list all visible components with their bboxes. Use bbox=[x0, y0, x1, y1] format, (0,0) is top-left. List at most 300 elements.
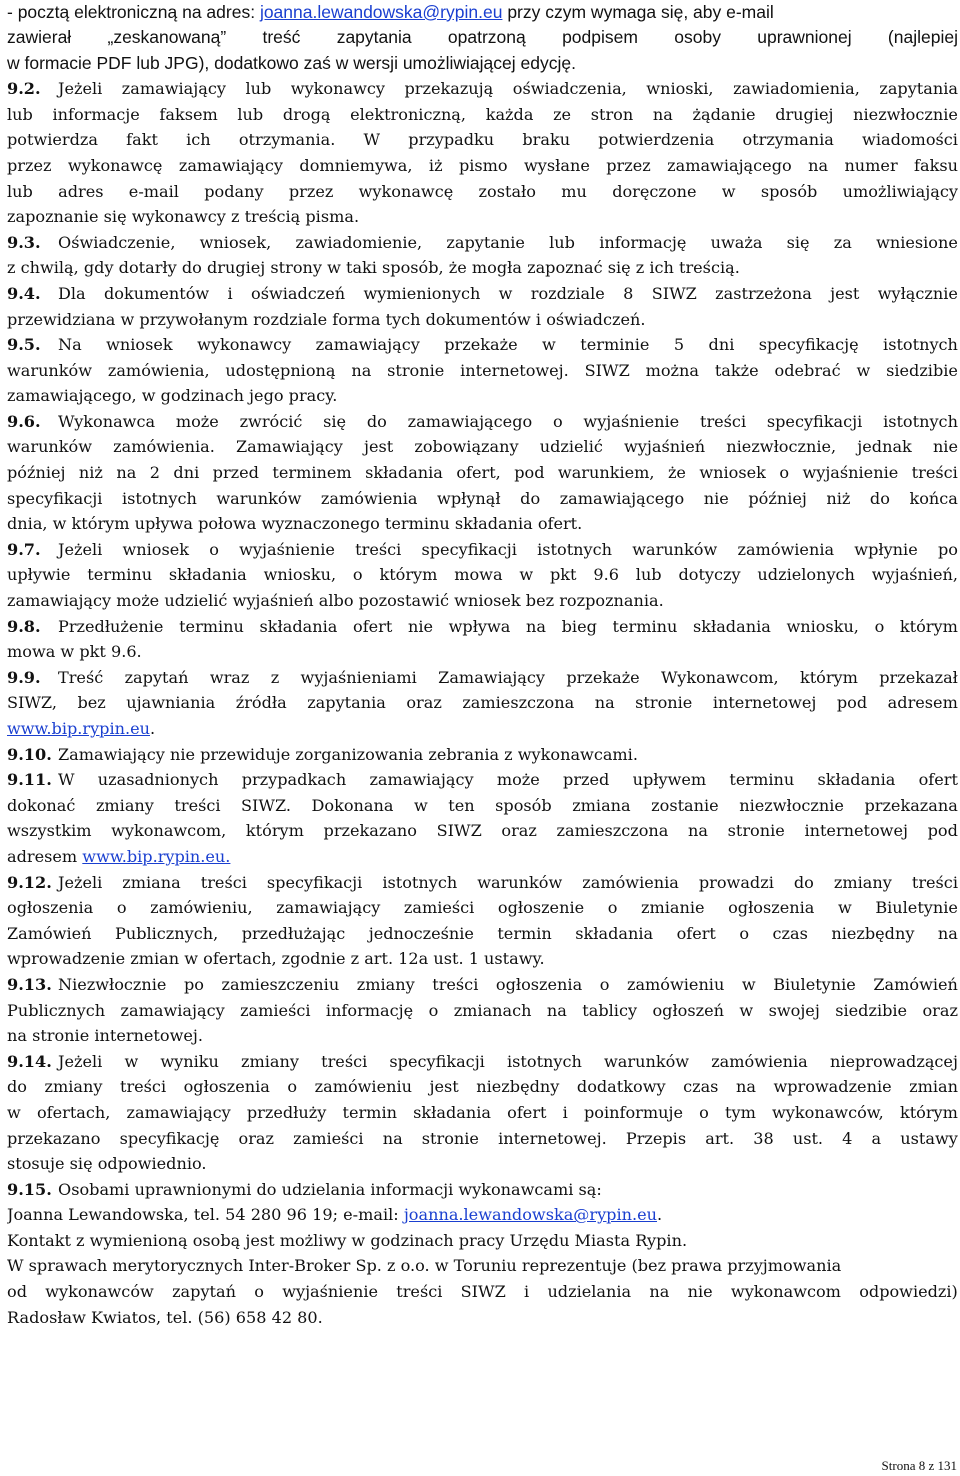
word: specyfikację bbox=[758, 335, 859, 355]
word: podany bbox=[204, 181, 264, 201]
section-9-2-line bbox=[7, 76, 958, 102]
word: później bbox=[748, 488, 807, 508]
word: pkt bbox=[550, 565, 577, 585]
word: do bbox=[366, 411, 387, 431]
word: przypadkach bbox=[241, 770, 347, 790]
word: zamówienia, bbox=[107, 360, 210, 380]
word: Treść bbox=[58, 667, 104, 687]
word: zamówienia bbox=[582, 872, 679, 892]
word: specyfikacji bbox=[389, 1051, 485, 1071]
word: którym bbox=[899, 1102, 958, 1122]
contact-line-1: Joanna Lewandowska, tel. 54 280 96 19; e-mail: joanna.lewandowska@rypin.eu. bbox=[7, 1205, 663, 1225]
word: wymienionych bbox=[363, 283, 481, 303]
word: rozdziale bbox=[530, 283, 605, 303]
word: jest bbox=[830, 283, 860, 303]
word: stronie bbox=[727, 821, 785, 841]
word: ze bbox=[553, 104, 572, 124]
word: udzielonych bbox=[757, 565, 855, 585]
section-9-2-line bbox=[7, 179, 958, 205]
word: przed bbox=[563, 770, 610, 790]
word: przekazana bbox=[864, 795, 958, 815]
word: pod bbox=[836, 693, 868, 713]
word: nie bbox=[703, 488, 729, 508]
word: zamówieniu, bbox=[150, 898, 253, 918]
word: stronie bbox=[387, 360, 445, 380]
word: wnioski, bbox=[646, 79, 714, 99]
word: oświadczenia, bbox=[512, 79, 627, 99]
word: Wykonawcom, bbox=[661, 667, 779, 687]
word: przypadku bbox=[408, 130, 495, 150]
section-number: 9.15. bbox=[7, 1179, 52, 1199]
section-number: 9.11. bbox=[7, 770, 52, 790]
section-number: 9.4. bbox=[7, 283, 41, 303]
word: zostanie bbox=[651, 795, 719, 815]
word: o bbox=[254, 1282, 264, 1302]
word: treści bbox=[911, 872, 958, 892]
section-9-14-line bbox=[7, 1100, 958, 1126]
word: opatrzoną bbox=[447, 27, 526, 48]
word: zamawiający bbox=[178, 155, 283, 175]
word: zamówienia bbox=[711, 1051, 808, 1071]
word: ofert bbox=[676, 923, 716, 943]
word: zamawiającego bbox=[407, 411, 533, 431]
word: później bbox=[7, 463, 66, 483]
word: o bbox=[116, 898, 127, 918]
word: drogą bbox=[282, 104, 331, 124]
word: odebrać bbox=[774, 360, 841, 380]
word: oraz bbox=[922, 1000, 958, 1020]
section-number: 9.3. bbox=[7, 232, 41, 252]
word: składania bbox=[575, 923, 654, 943]
word: z bbox=[270, 667, 280, 687]
word: stron bbox=[590, 104, 634, 124]
word: Oświadczenie, bbox=[58, 232, 176, 252]
word: dni bbox=[173, 463, 200, 483]
section-9-7-line bbox=[7, 537, 958, 563]
word: tym bbox=[725, 1102, 756, 1122]
word: zamówienia. bbox=[113, 437, 215, 457]
word: zmiana bbox=[122, 872, 181, 892]
word: lub bbox=[237, 104, 264, 124]
word: art. bbox=[705, 1128, 735, 1148]
word: zamieści bbox=[240, 1000, 311, 1020]
word: ofertach, bbox=[36, 1102, 111, 1122]
word: zamówienia bbox=[320, 488, 418, 508]
word: ofert bbox=[507, 1102, 547, 1122]
word: wniosek, bbox=[199, 232, 272, 252]
word: SIWZ bbox=[460, 1282, 506, 1302]
word: sposób bbox=[760, 181, 818, 201]
intro-line-2 bbox=[7, 25, 958, 50]
word: mu bbox=[561, 181, 587, 201]
word: Zamówień bbox=[7, 923, 92, 943]
word: na bbox=[526, 616, 546, 636]
section-9-6-line bbox=[7, 409, 958, 435]
word: ogłoszenia bbox=[728, 898, 815, 918]
word: w bbox=[739, 1000, 754, 1020]
contact-email-link[interactable]: joanna.lewandowska@rypin.eu bbox=[403, 1205, 658, 1225]
word: terminem bbox=[272, 463, 352, 483]
word: do bbox=[7, 1077, 27, 1097]
word: bieg bbox=[561, 616, 597, 636]
word: treści bbox=[119, 1077, 167, 1097]
word: Wykonawca bbox=[58, 411, 156, 431]
word: dni bbox=[708, 335, 735, 355]
word: na bbox=[808, 155, 829, 175]
contact-line-2: Kontakt z wymienioną osobą jest możliwy w godzinach pracy Urzędu Miasta Rypin. bbox=[7, 1230, 688, 1250]
section-9-10-line: 9.10. Zamawiający nie przewiduje zorganizowania zebrania z wykonawcami. bbox=[7, 742, 958, 768]
word: umożliwiający bbox=[842, 181, 958, 201]
word: wyjaśnieniami bbox=[300, 667, 417, 687]
word: zmiana bbox=[572, 795, 631, 815]
word: uzasadnionych bbox=[97, 770, 219, 790]
email-link[interactable]: joanna.lewandowska@rypin.eu bbox=[259, 2, 503, 22]
word: wniosku, bbox=[786, 616, 859, 636]
word: przedłużając bbox=[241, 923, 346, 943]
word: źródła bbox=[235, 693, 287, 713]
word: SIWZ bbox=[651, 283, 697, 303]
word: stronie bbox=[421, 1128, 479, 1148]
word: składania bbox=[168, 565, 247, 585]
word: wyjaśnienie bbox=[239, 539, 335, 559]
word: w bbox=[837, 898, 852, 918]
word: Biuletynie bbox=[773, 974, 856, 994]
word: wyjaśnienie bbox=[802, 463, 899, 483]
section-number: 9.12. bbox=[7, 872, 52, 892]
section-9-13-line: na stronie internetowej. bbox=[7, 1026, 203, 1046]
word: pod bbox=[927, 821, 958, 841]
word: odpowiedzi) bbox=[859, 1282, 958, 1302]
word: terminu bbox=[729, 770, 795, 790]
section-9-3-line: z chwilą, gdy dotarły do drugiej strony w taki sposób, że mogła zapoznać się z ich treścią. bbox=[7, 258, 740, 278]
section-9-9-line bbox=[7, 665, 958, 691]
word: Publicznych bbox=[7, 1000, 106, 1020]
word: braku bbox=[522, 130, 571, 150]
word: zmiany bbox=[356, 974, 415, 994]
word: że bbox=[667, 463, 686, 483]
word: treści bbox=[321, 1051, 368, 1071]
word: na bbox=[546, 1000, 567, 1020]
word: na bbox=[652, 104, 673, 124]
word: się bbox=[323, 411, 347, 431]
word: warunków bbox=[7, 360, 93, 380]
word: pismo bbox=[458, 155, 508, 175]
word: nie bbox=[687, 1282, 713, 1302]
word: upływie bbox=[7, 565, 71, 585]
word: treści bbox=[432, 974, 479, 994]
word: ust. bbox=[792, 1128, 824, 1148]
word: ogłoszeń bbox=[652, 1000, 724, 1020]
section-number: 9.5. bbox=[7, 335, 41, 355]
word: Zamówień bbox=[873, 974, 958, 994]
word: otrzymania. bbox=[238, 130, 336, 150]
section-9-6-line: dnia, w którym upływa połowa wyznaczonego terminu składania ofert. bbox=[7, 514, 583, 534]
section-9-2-line bbox=[7, 153, 958, 179]
word: wysłane bbox=[524, 155, 590, 175]
word: dodatkowy bbox=[576, 1077, 666, 1097]
word: upływem bbox=[632, 770, 707, 790]
word: każda bbox=[485, 104, 534, 124]
word: zobowiązany bbox=[414, 437, 519, 457]
word: końca bbox=[909, 488, 958, 508]
word: zastrzeżona bbox=[715, 283, 812, 303]
section-number: 9.7. bbox=[7, 539, 41, 559]
section-9-6-line bbox=[7, 460, 958, 486]
word: zamieści bbox=[293, 1128, 364, 1148]
word: się bbox=[786, 232, 810, 252]
section-9-6-line bbox=[7, 486, 958, 512]
word: lub bbox=[549, 232, 575, 252]
word: którym bbox=[245, 821, 304, 841]
word: zapytania bbox=[336, 27, 412, 48]
word: zamawiający bbox=[315, 335, 420, 355]
word: internetowej bbox=[804, 821, 908, 841]
word: specyfikacji bbox=[766, 411, 863, 431]
word: niezbędny bbox=[476, 1077, 560, 1097]
word: udzielania bbox=[547, 1282, 632, 1302]
word: można bbox=[645, 360, 699, 380]
word: w bbox=[519, 565, 534, 585]
word: w bbox=[498, 283, 513, 303]
word: i bbox=[524, 1282, 530, 1302]
word: numer bbox=[844, 155, 898, 175]
section-9-8-line bbox=[7, 614, 958, 640]
word: adres bbox=[58, 181, 104, 201]
word: sposób bbox=[495, 795, 552, 815]
word: składania bbox=[817, 770, 896, 790]
word: po bbox=[937, 539, 958, 559]
word: W bbox=[363, 130, 381, 150]
word: oraz bbox=[501, 821, 537, 841]
word: a bbox=[871, 1128, 882, 1148]
word: niezwłocznie, bbox=[726, 437, 837, 457]
word: zapytanie bbox=[446, 232, 525, 252]
section-9-2-line: zapoznanie się wykonawcy z treścią pisma. bbox=[7, 207, 360, 227]
word: faksem bbox=[159, 104, 218, 124]
word: Jeżeli bbox=[58, 1051, 103, 1071]
numbered-sections bbox=[7, 76, 958, 1202]
word: i bbox=[562, 1102, 568, 1122]
word: którym bbox=[379, 565, 438, 585]
word: zamówienia bbox=[737, 539, 835, 559]
word: ustawy bbox=[900, 1128, 958, 1148]
word: na bbox=[937, 923, 958, 943]
word: o bbox=[599, 974, 610, 994]
section-9-4-line bbox=[7, 281, 958, 307]
word: 5 bbox=[673, 335, 685, 355]
word: wyjaśnień, bbox=[871, 565, 958, 585]
word: wykonawcom bbox=[730, 1282, 841, 1302]
section-number: 9.10. bbox=[7, 744, 52, 764]
word: podpisem bbox=[562, 27, 638, 48]
word: zamawiający bbox=[369, 770, 474, 790]
word: warunków bbox=[604, 1051, 690, 1071]
word: niezwłocznie bbox=[739, 795, 844, 815]
section-number: 9.2. bbox=[7, 79, 41, 99]
word: jednocześnie bbox=[368, 923, 474, 943]
word: treści bbox=[174, 795, 221, 815]
page-number: Strona 8 z 131 bbox=[881, 1458, 957, 1473]
word: „zeskanowaną” bbox=[107, 27, 227, 48]
word: przez bbox=[7, 155, 52, 175]
word: na bbox=[594, 693, 615, 713]
word: treści bbox=[200, 872, 247, 892]
word: po bbox=[184, 974, 204, 994]
word: przed bbox=[212, 463, 259, 483]
word: oraz bbox=[238, 1128, 275, 1148]
word: istotnych bbox=[883, 411, 958, 431]
word: istotnych bbox=[883, 335, 958, 355]
word: adresem bbox=[887, 693, 958, 713]
word: wykonawcom, bbox=[111, 821, 227, 841]
word: niezwłocznie bbox=[853, 104, 958, 124]
website-link[interactable]: www.bip.rypin.eu bbox=[7, 719, 151, 739]
word: zamawiający bbox=[121, 79, 226, 99]
word: termin bbox=[497, 923, 552, 943]
word: wprowadzenie bbox=[773, 1077, 892, 1097]
word: fakt bbox=[126, 130, 158, 150]
word: o bbox=[552, 411, 563, 431]
word: na bbox=[649, 1282, 670, 1302]
section-9-2-line bbox=[7, 127, 958, 153]
word: przekazano bbox=[7, 1128, 101, 1148]
word: którym bbox=[899, 616, 958, 636]
word: lub bbox=[7, 104, 33, 124]
word: Przepis bbox=[625, 1128, 687, 1148]
word: za bbox=[833, 232, 852, 252]
word: warunków bbox=[632, 539, 718, 559]
word: niż bbox=[78, 463, 103, 483]
word: doręczone bbox=[612, 181, 697, 201]
word: także bbox=[714, 360, 759, 380]
word: ogłoszenia bbox=[183, 1077, 270, 1097]
word: terminu bbox=[87, 565, 153, 585]
word: domniemywa, bbox=[299, 155, 413, 175]
word: Dokonana bbox=[311, 795, 394, 815]
word: od bbox=[7, 1282, 27, 1302]
word: ofert, bbox=[456, 463, 501, 483]
word: zamówieniu bbox=[626, 974, 725, 994]
word: osoby bbox=[674, 27, 721, 48]
word: czas bbox=[683, 1077, 719, 1097]
word: zmiany bbox=[241, 1051, 299, 1071]
section-9-12-line: wprowadzenie zmian w ofertach, zgodnie z art. 12a ust. 1 ustawy. bbox=[7, 949, 545, 969]
section-9-12-line bbox=[7, 921, 958, 947]
section-9-2-line bbox=[7, 102, 958, 128]
word: wykonawcy bbox=[197, 335, 292, 355]
word: wniosek bbox=[699, 463, 766, 483]
word: internetowej. bbox=[498, 1128, 607, 1148]
word: przekaże bbox=[566, 667, 640, 687]
word: w bbox=[741, 974, 756, 994]
word: przez bbox=[288, 181, 334, 201]
section-9-3-line bbox=[7, 230, 958, 256]
word: zamawiający bbox=[126, 1102, 231, 1122]
word: przekazują bbox=[404, 79, 494, 99]
word: Jeżeli bbox=[58, 79, 103, 99]
word: istotnych bbox=[537, 539, 613, 559]
word: istotnych bbox=[121, 488, 197, 508]
word: pod bbox=[514, 463, 545, 483]
word: żądanie bbox=[692, 104, 756, 124]
word: wyłącznie bbox=[877, 283, 958, 303]
word: siedzibie bbox=[886, 360, 958, 380]
section-9-11-line bbox=[7, 793, 958, 819]
word: SIWZ. bbox=[241, 795, 291, 815]
word: internetowej bbox=[712, 693, 817, 713]
word: W bbox=[58, 770, 75, 790]
word: na bbox=[688, 821, 708, 841]
word: (najlepiej bbox=[887, 27, 958, 48]
document-page bbox=[7, 0, 958, 1330]
section-9-9-line bbox=[7, 690, 958, 716]
word: zapytania bbox=[879, 79, 958, 99]
word: może bbox=[496, 770, 540, 790]
word: Zamawiający bbox=[236, 437, 343, 457]
word: treści bbox=[911, 463, 958, 483]
word: Publicznych, bbox=[115, 923, 219, 943]
word: wraz bbox=[209, 667, 250, 687]
word: o bbox=[739, 923, 750, 943]
word: Przedłużenie bbox=[58, 616, 164, 636]
website-link[interactable]: www.bip.rypin.eu. bbox=[82, 846, 231, 866]
section-9-11-line bbox=[7, 767, 958, 793]
word: poinformuje bbox=[584, 1102, 683, 1122]
word: zamawiający bbox=[120, 1000, 225, 1020]
word: oraz bbox=[406, 693, 442, 713]
word: na bbox=[382, 1128, 403, 1148]
word: na bbox=[735, 1077, 756, 1097]
word: dokonać bbox=[7, 795, 76, 815]
word: przekazano bbox=[323, 821, 417, 841]
word: wpłynie bbox=[854, 539, 918, 559]
word: na bbox=[116, 463, 137, 483]
section-9-4-line: przewidziana w przywołanym rozdziale forma tych dokumentów i oświadczeń. bbox=[7, 309, 646, 329]
section-link-line: adresem www.bip.rypin.eu. bbox=[7, 846, 231, 866]
contact-line-3: W sprawach merytorycznych Inter-Broker Sp. z o.o. w Toruniu reprezentuje (bez prawa przyjmowania bbox=[7, 1256, 842, 1276]
section-9-14-line bbox=[7, 1049, 958, 1075]
word: Na bbox=[58, 335, 82, 355]
word: w bbox=[542, 335, 556, 355]
word: faksu bbox=[914, 155, 958, 175]
word: informację bbox=[599, 232, 687, 252]
word: niezbędny bbox=[831, 923, 915, 943]
section-9-8-line: mowa w pkt 9.6. bbox=[7, 642, 142, 662]
word: zmiany bbox=[44, 1077, 103, 1097]
word: 38 bbox=[753, 1128, 774, 1148]
word: otrzymania bbox=[742, 130, 834, 150]
word: uprawnionej bbox=[757, 27, 852, 48]
word: zawierał bbox=[7, 27, 72, 48]
word: iż bbox=[428, 155, 443, 175]
word: lub bbox=[7, 181, 33, 201]
word: jest bbox=[429, 1077, 459, 1097]
section-9-5-line bbox=[7, 332, 958, 358]
word: swojej bbox=[768, 1000, 820, 1020]
word: zamieszczona bbox=[556, 821, 669, 841]
word: terminu bbox=[612, 616, 678, 636]
word: specyfikację bbox=[119, 1128, 220, 1148]
word: 4 bbox=[842, 1128, 853, 1148]
section-number: 9.8. bbox=[7, 616, 41, 636]
word: przedłuży bbox=[246, 1102, 327, 1122]
word: jednak bbox=[857, 437, 912, 457]
word: zapytań bbox=[172, 1282, 236, 1302]
word: oświadczeń bbox=[251, 283, 346, 303]
word: warunkiem, bbox=[557, 463, 655, 483]
word: jest bbox=[363, 437, 394, 457]
word: przez bbox=[606, 155, 651, 175]
